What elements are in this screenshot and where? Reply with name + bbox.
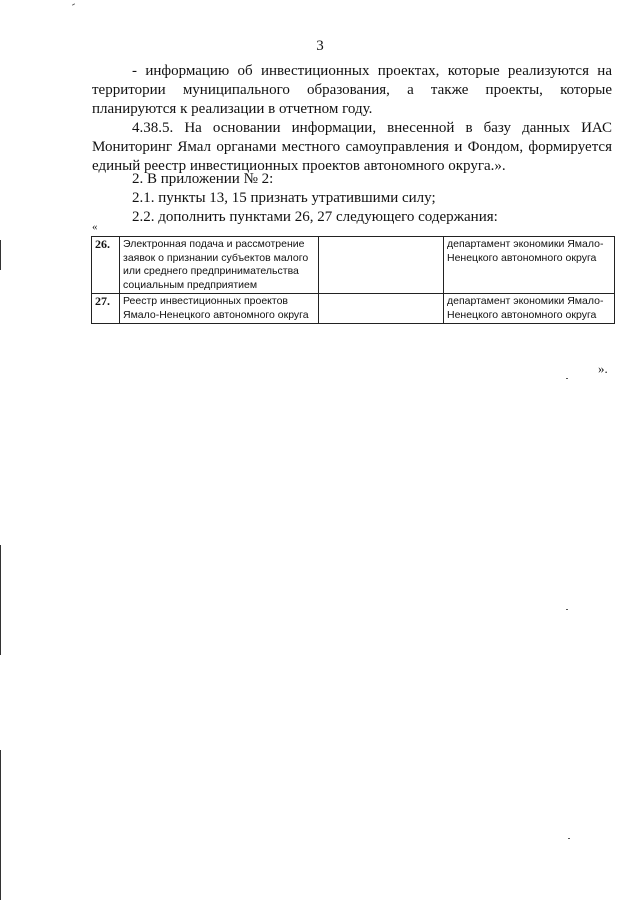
empty-cell xyxy=(319,294,444,324)
paragraph-appendix-2: 2. В приложении № 2: xyxy=(132,171,274,187)
appendix-table xyxy=(91,236,615,324)
service-name-cell: Реестр инвестиционных проектов Ямало-Ненецкого автономного округа xyxy=(120,294,319,324)
margin-scan-line xyxy=(0,750,1,900)
department-cell: департамент экономики Ямало-Ненецкого автономного округа xyxy=(444,294,615,324)
empty-cell xyxy=(319,237,444,294)
service-name-cell: Электронная подача и рассмотрение заявок о признании субъектов малого или среднего предпринимательства социальным предприятием xyxy=(120,237,319,294)
closing-quote: ». xyxy=(598,361,608,376)
row-number: 26. xyxy=(92,237,120,294)
opening-quote: « xyxy=(92,221,98,233)
table-row xyxy=(92,237,615,294)
scan-speck xyxy=(566,609,568,610)
margin-scan-line xyxy=(0,240,1,270)
row-number: 27. xyxy=(92,294,120,324)
paragraph-2-1: 2.1. пункты 13, 15 признать утратившими силу; xyxy=(132,190,436,206)
paragraph-4-38-5: 4.38.5. На основании информации, внесенной в базу данных ИАС Мониторинг Ямал органами местного самоуправления и Фондом, формируется единый реестр инвестиционных проектов автономного округа.». xyxy=(92,120,612,174)
scan-mark xyxy=(72,3,75,5)
paragraph-2-2: 2.2. дополнить пунктами 26, 27 следующего содержания: xyxy=(132,209,498,225)
department-cell: департамент экономики Ямало-Ненецкого автономного округа xyxy=(444,237,615,294)
table-row xyxy=(92,294,615,324)
scan-speck xyxy=(568,838,570,839)
margin-scan-line xyxy=(0,545,1,655)
paragraph-investment-info: - информацию об инвестиционных проектах, которые реализуются на территории муниципального образования, а также проекты, которые планируются к реализации в отчетном году. xyxy=(92,63,612,117)
page-number: 3 xyxy=(316,38,324,54)
scan-speck xyxy=(566,378,568,379)
